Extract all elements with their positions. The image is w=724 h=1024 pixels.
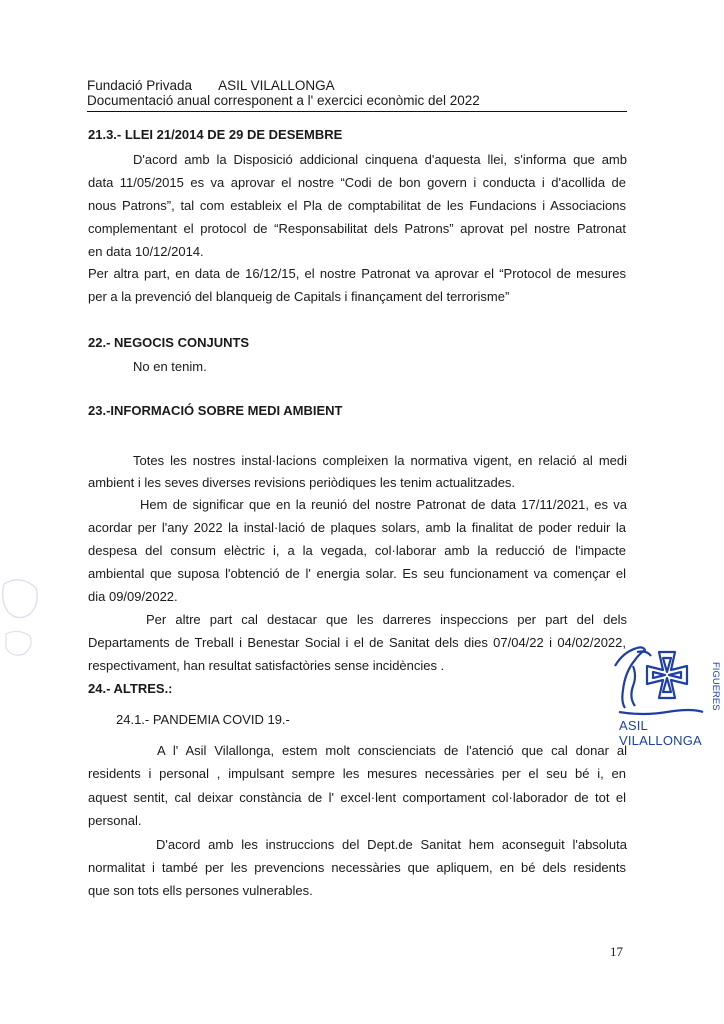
logo-side-text: FIGUERES bbox=[710, 662, 721, 711]
para-line: ambient i les seves diverses revisions periòdiques les tenim actualitzades. bbox=[88, 475, 516, 490]
para-line: Totes les nostres instal·lacions compleixen la normativa vigent, en relació al medi bbox=[133, 453, 627, 468]
heading-21-3: 21.3.- LLEI 21/2014 DE 29 DE DESEMBRE bbox=[88, 127, 343, 142]
para-line: acordar per l'any 2022 la instal·lació de plaques solars, amb la finalitat de poder reduir la bbox=[88, 520, 626, 535]
para-line: normalitat i també per les prevencions necessàries que apliquem, en bé dels residents bbox=[88, 860, 626, 875]
para-line: aquest sentit, cal deixar constància de l' excel·lent comportament col·laborador de tot el bbox=[88, 790, 626, 805]
header-rule bbox=[87, 111, 627, 112]
para-line: per a la prevenció del blanqueig de Capitals i finançament del terrorisme” bbox=[88, 289, 510, 304]
logo-text-vilallonga: VILALLONGA bbox=[619, 733, 702, 748]
para-line: Departaments de Treball i Benestar Social i el de Sanitat dels dies 07/04/22 i 04/02/2022, bbox=[88, 635, 626, 650]
heading-24: 24.- ALTRES.: bbox=[88, 681, 173, 696]
para-line: Hem de significar que en la reunió del nostre Patronat de data 17/11/2021, es va bbox=[140, 497, 627, 512]
header-line-1 bbox=[87, 78, 335, 94]
page-number: 17 bbox=[610, 944, 623, 959]
header-name: ASIL VILALLONGA bbox=[218, 78, 335, 93]
para-line: ambiental que suposa l'obtenció de l' energia solar. Es seu funcionament va començar el bbox=[88, 566, 626, 581]
para-line: personal. bbox=[88, 813, 142, 828]
para-line: A l' Asil Vilallonga, estem molt conscienciats de l'atenció que cal donar al bbox=[157, 743, 627, 758]
logo-text-asil: ASIL bbox=[619, 718, 648, 733]
para-line: en data 10/12/2014. bbox=[88, 244, 204, 259]
header-subtitle: Documentació anual corresponent a l' exercici econòmic del 2022 bbox=[87, 93, 480, 108]
para-line: D'acord amb la Disposició addicional cinquena d'aquesta llei, s'informa que amb bbox=[133, 152, 627, 167]
para-line: complementant el protocol de “Responsabilitat dels Patrons” aprovat pel nostre Patronat bbox=[88, 221, 626, 236]
faint-stamp-mark bbox=[0, 574, 42, 664]
para-line: residents i personal , impulsant sempre les mesures necessàries per el seu bé i, en bbox=[88, 766, 626, 781]
para-line: respectivament, han resultat satisfactòries sense incidències . bbox=[88, 658, 445, 673]
para-line: D'acord amb les instruccions del Dept.de Sanitat hem aconseguit l'absoluta bbox=[156, 837, 627, 852]
para-line: Per altre part cal destacar que les darreres inspeccions per part del dels bbox=[146, 612, 627, 627]
para-line: despesa del consum elèctric i, a la vegada, col·laborar amb la reducció de l'impacte bbox=[88, 543, 626, 558]
para-line: Per altra part, en data de 16/12/15, el nostre Patronat va aprovar el “Protocol de mesures bbox=[88, 266, 626, 281]
heading-23: 23.-INFORMACIÓ SOBRE MEDI AMBIENT bbox=[88, 403, 343, 418]
para-line: data 11/05/2015 es va aprovar el nostre “Codi de bon govern i conducta i d'acollida de bbox=[88, 175, 626, 190]
para-line: nous Patrons”, tal com estableix el Pla de comptabilitat de les Fundacions i Associacions bbox=[88, 198, 626, 213]
para-line: que son tots ells persones vulnerables. bbox=[88, 883, 313, 898]
heading-22: 22.- NEGOCIS CONJUNTS bbox=[88, 335, 250, 350]
subheading-24-1: 24.1.- PANDEMIA COVID 19.- bbox=[116, 712, 290, 727]
para-line: No en tenim. bbox=[133, 359, 207, 374]
header-foundation: Fundació Privada bbox=[87, 78, 193, 93]
para-line: dia 09/09/2022. bbox=[88, 589, 178, 604]
